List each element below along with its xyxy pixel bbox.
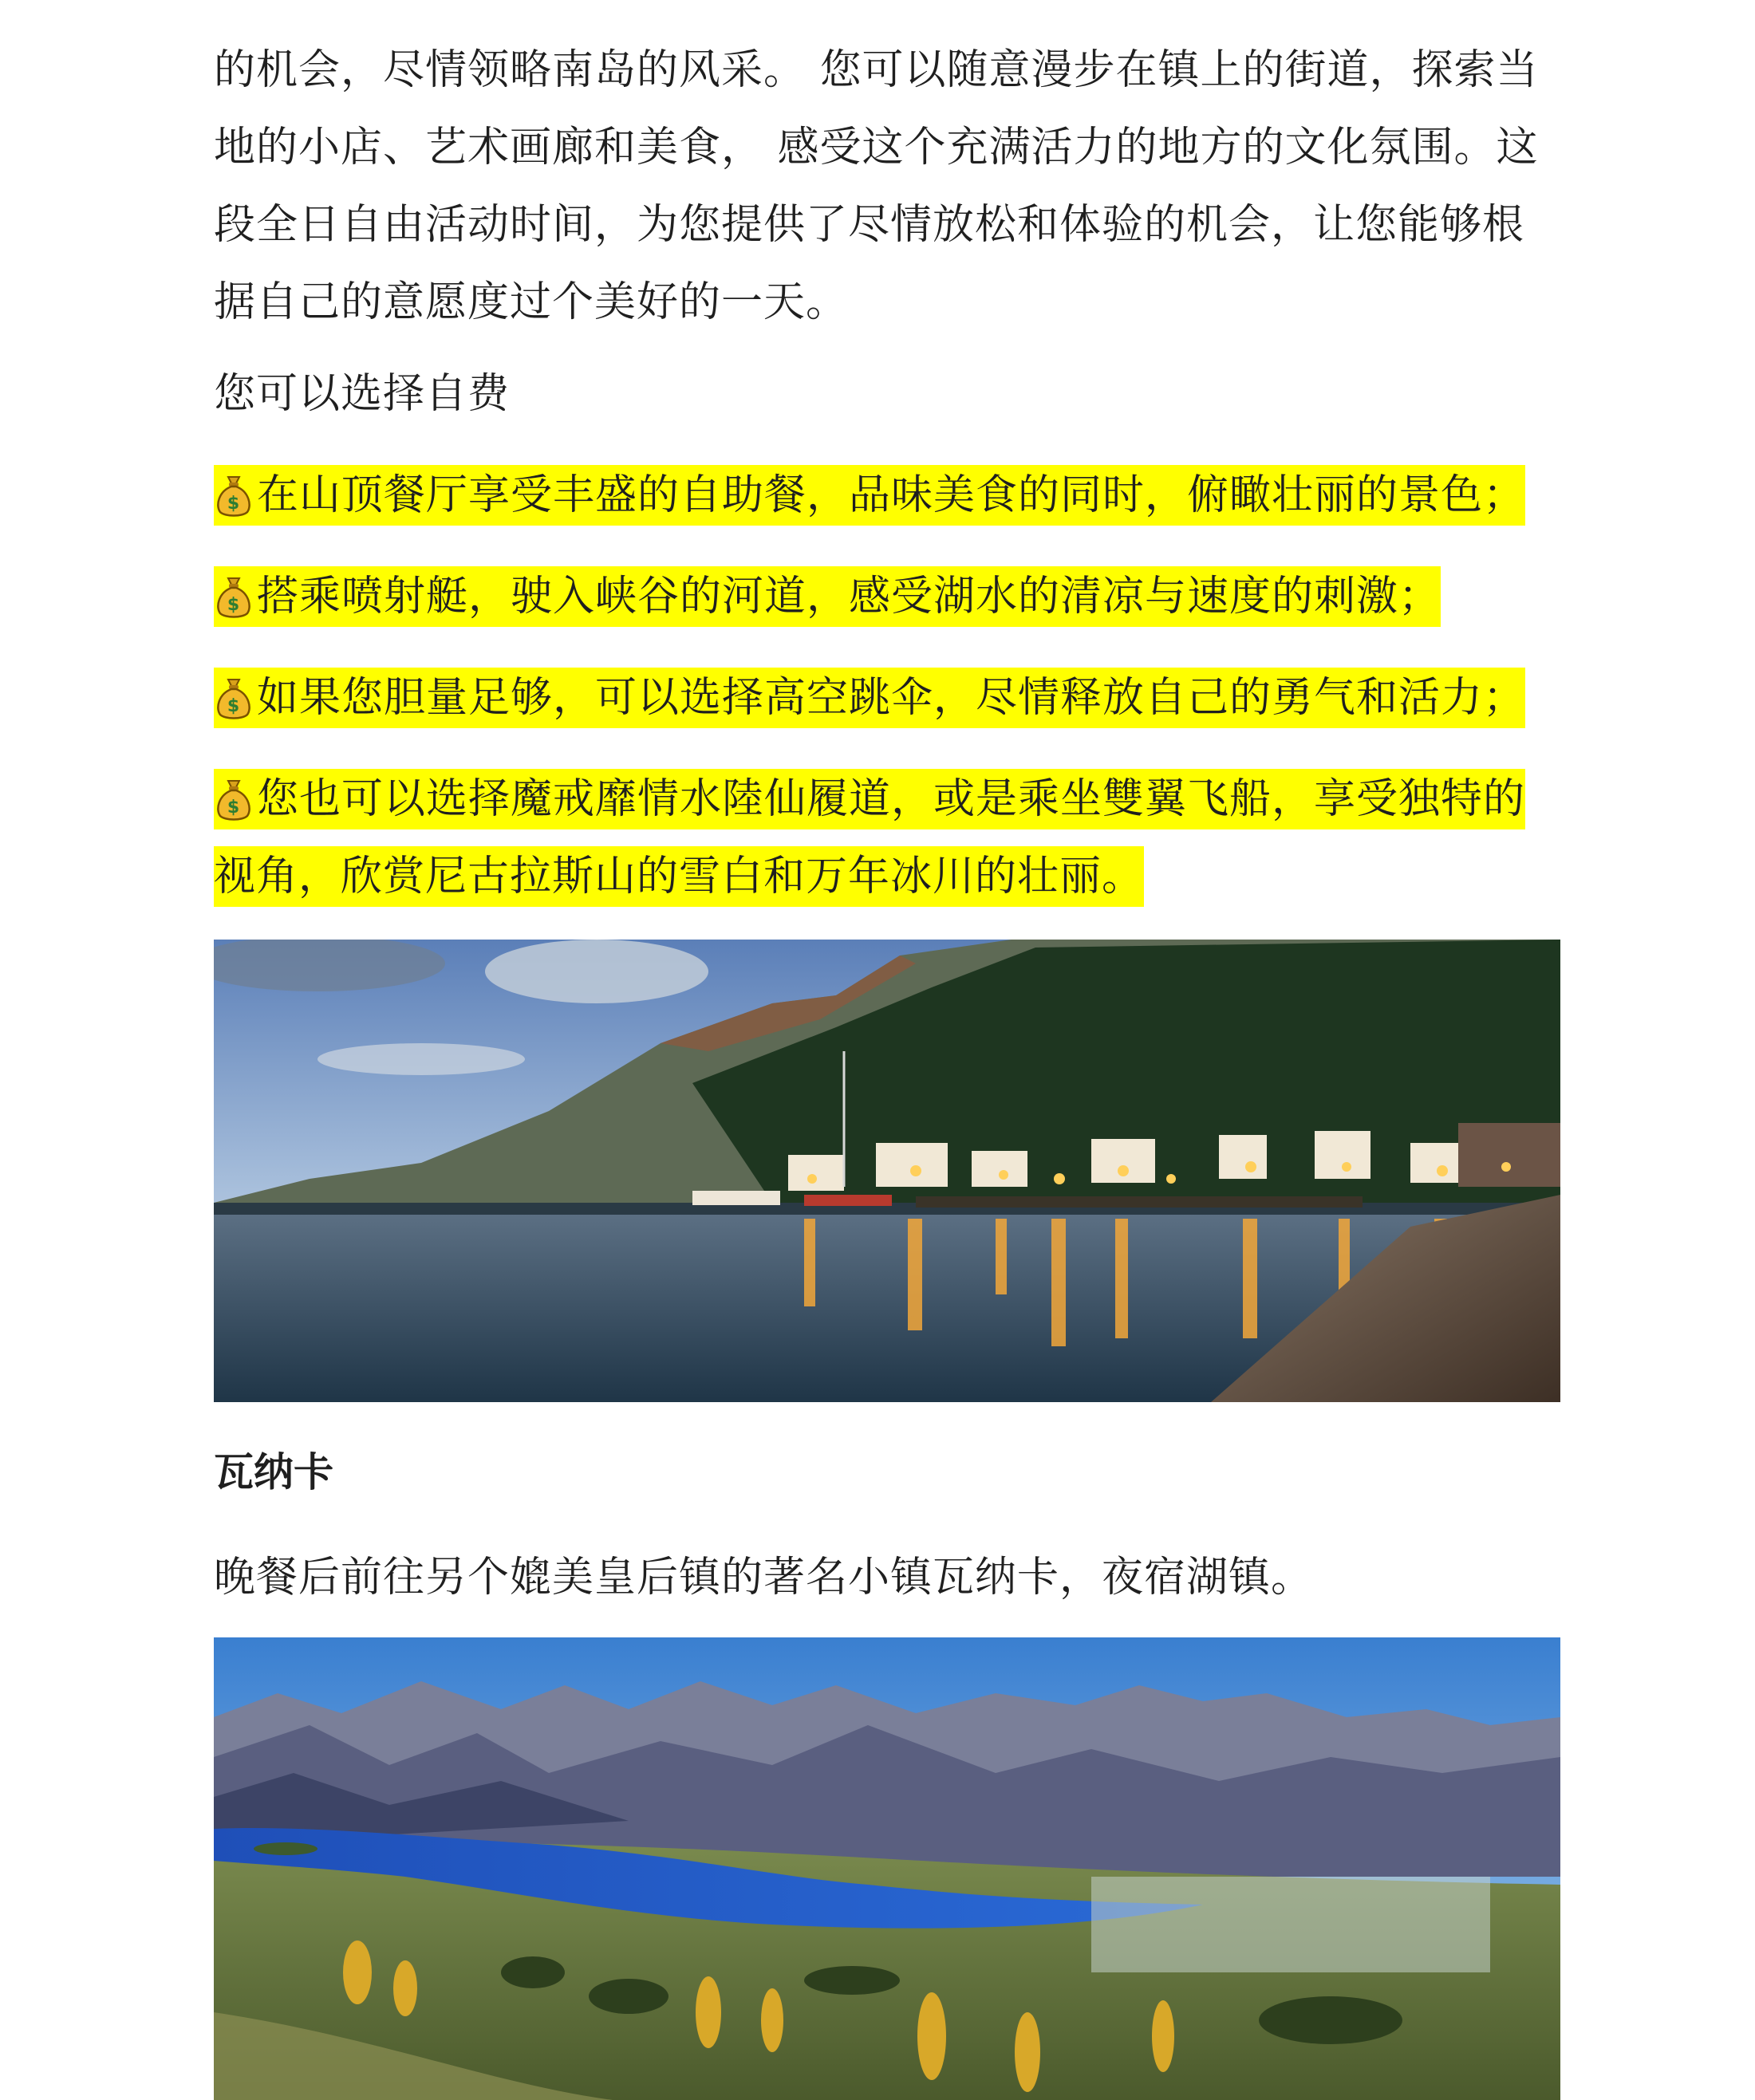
- money-bag-icon: [214, 778, 254, 821]
- option-item-4: [214, 761, 1562, 916]
- money-bag-icon: [214, 575, 254, 618]
- option-text-1: 在山顶餐厅享受丰盛的自助餐，品味美食的同时，俯瞰壮丽的景色；: [257, 471, 1526, 519]
- intro-paragraph: 的机会，尽情领略南岛的风采。 您可以随意漫步在镇上的街道，探索当地的小店、艺术画廊和美食， 感受这个充满活力的地方的文化氛围。这段全日自由活动时间，为您提供了尽情放松和体验的机会，让您能够根据自己的意愿度过个美好的一天。: [214, 46, 1539, 326]
- svg-text:$: $: [227, 696, 241, 716]
- svg-text:$: $: [227, 494, 241, 514]
- money-bag-icon: [214, 474, 254, 517]
- option-item-1: [214, 457, 1562, 534]
- option-item-3: [214, 660, 1562, 737]
- evening-paragraph: 晚餐后前往另个媲美皇后镇的著名小镇瓦纳卡，夜宿湖镇。: [214, 1554, 1314, 1602]
- svg-text:$: $: [227, 798, 241, 818]
- section-heading: 瓦纳卡: [214, 1449, 333, 1495]
- svg-text:$: $: [227, 595, 241, 615]
- wanaka-panorama-photo: [214, 1637, 1560, 2100]
- optional-activities-intro: 您可以选择自费: [214, 370, 511, 418]
- option-text-4: 您也可以选择魔戒靡情水陸仙履道，或是乘坐雙翼飞船，享受独特的视角，欣赏尼古拉斯山的雪白和万年冰川的壮丽。: [214, 775, 1526, 900]
- option-text-2: 搭乘喷射艇，驶入峡谷的河道，感受湖水的清凉与速度的刺激；: [257, 573, 1441, 621]
- option-text-3: 如果您胆量足够，可以选择高空跳伞，尽情释放自己的勇气和活力；: [257, 674, 1526, 722]
- option-item-2: [214, 558, 1562, 636]
- article-content: [214, 32, 1562, 2100]
- money-bag-icon: [214, 676, 254, 719]
- queenstown-lakefront-photo: [214, 940, 1560, 1402]
